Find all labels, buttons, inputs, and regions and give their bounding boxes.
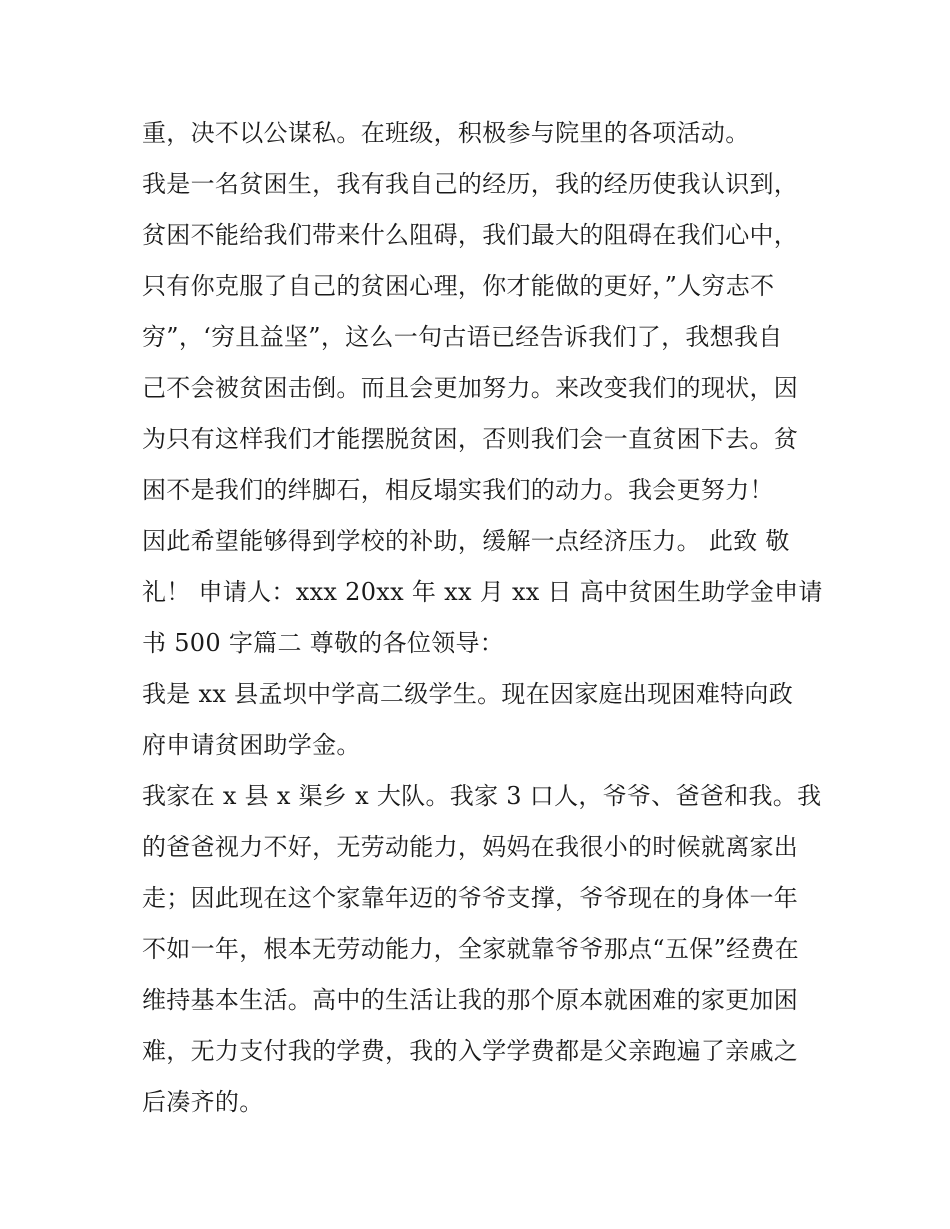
text-line: 的爸爸视力不好，无劳动能力，妈妈在我很小的时候就离家出: [142, 833, 799, 861]
text-line: 难，无力支付我的学费，我的入学学费都是父亲跑遍了亲戚之: [142, 1037, 799, 1065]
document-body: [142, 108, 822, 1128]
text-line: 困不是我们的绊脚石，相反塌实我们的动力。我会更努力！: [142, 476, 774, 504]
text-line: 走；因此现在这个家靠年迈的爷爷支撑，爷爷现在的身体一年: [142, 884, 799, 912]
text-line: 我是一名贫困生，我有我自己的经历，我的经历使我认识到，: [142, 170, 799, 198]
text-line: 后凑齐的。: [142, 1088, 264, 1116]
text-line: 因此希望能够得到学校的补助，缓解一点经济压力。 此致 敬: [142, 527, 790, 555]
text-line: 己不会被贫困击倒。而且会更加努力。来改变我们的现状，因: [142, 374, 799, 402]
text-line: 我是 xx 县孟坝中学高二级学生。现在因家庭出现困难特向政: [142, 680, 794, 708]
text-line: 为只有这样我们才能摆脱贫困，否则我们会一直贫困下去。贫: [142, 425, 799, 453]
text-line: 不如一年，根本无劳动能力，全家就靠爷爷那点“五保”经费在: [142, 935, 799, 963]
text-line: 贫困不能给我们带来什么阻碍，我们最大的阻碍在我们心中，: [142, 221, 799, 249]
text-line: 维持基本生活。高中的生活让我的那个原本就困难的家更加困: [142, 986, 799, 1014]
text-line: 我家在 x 县 x 渠乡 x 大队。我家 3 口人，爷爷、爸爸和我。我: [142, 782, 822, 810]
text-line: 府申请贫困助学金。: [142, 731, 361, 759]
text-line: 只有你克服了自己的贫困心理，你才能做的更好，”人穷志不: [142, 272, 775, 300]
text-line: 重，决不以公谋私。在班级，积极参与院里的各项活动。: [142, 119, 750, 147]
text-line: 礼！ 申请人：xxx 20xx 年 xx 月 xx 日 高中贫困生助学金申请: [142, 578, 823, 606]
text-line: 书 500 字篇二 尊敬的各位领导：: [142, 629, 505, 657]
text-line: 穷”，‘穷且益坚”，这么一句古语已经告诉我们了，我想我自: [142, 323, 783, 351]
